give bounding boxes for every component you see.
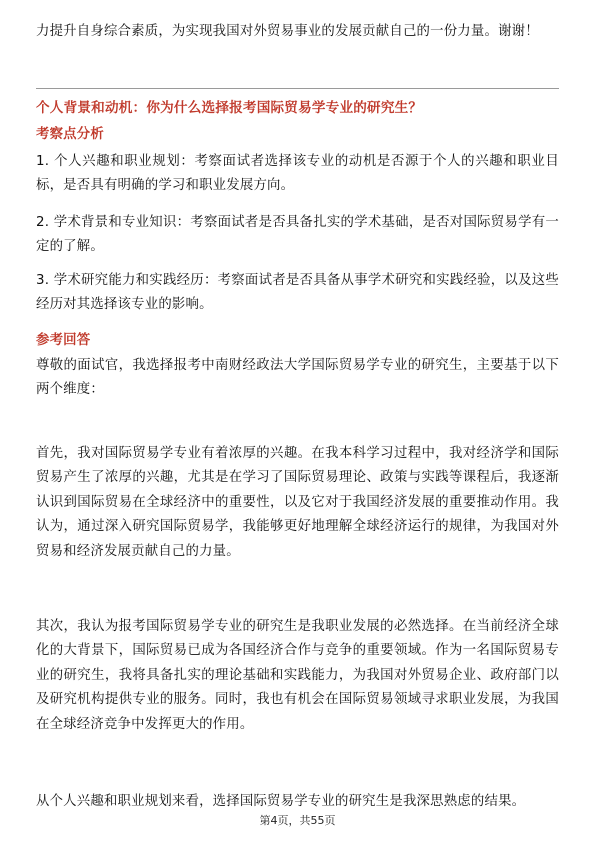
answer-paragraph-3: 其次，我认为报考国际贸易学专业的研究生是我职业发展的必然选择。在当前经济全球化的大背景下，国际贸易已成为各国经济合作与竞争的重要领域。作为一名国际贸易专业的研究生，我将具备扎实的理论基础和实践能力，为我国对外贸易企业、政府部门以及研究机构提供专业的服务。同时，我也有机会在国际贸易领域寻求职业发展，为我国在全球经济竞争中发挥更大的作用。: [36, 619, 559, 732]
answer-paragraph-4: 从个人兴趣和职业规划来看，选择国际贸易学专业的研究生是我深思熟虑的结果。: [36, 794, 526, 809]
section-divider: [36, 88, 559, 89]
question-title: 个人背景和动机：你为什么选择报考国际贸易学专业的研究生？: [36, 100, 423, 116]
page-number-footer: 第4页，共55页: [259, 814, 336, 827]
analysis-label: 考察点分析: [36, 127, 104, 142]
analysis-point-2: 2. 学术背景和专业知识：考察面试者是否具备扎实的学术基础，是否对国际贸易学有一定的了解。: [36, 215, 559, 255]
intro-tail-paragraph: 力提升自身综合素质，为实现我国对外贸易事业的发展贡献自己的一份力量。谢谢！: [36, 24, 539, 39]
analysis-point-1: 1. 个人兴趣和职业规划：考察面试者选择该专业的动机是否源于个人的兴趣和职业目标，是否具有明确的学习和职业发展方向。: [36, 154, 559, 194]
answer-paragraph-2: 首先，我对国际贸易学专业有着浓厚的兴趣。在我本科学习过程中，我对经济学和国际贸易产生了浓厚的兴趣，尤其是在学习了国际贸易理论、政策与实践等课程后，我逐渐认识到国际贸易在全球经济中的重要性，以及它对于我国经济发展的重要推动作用。我认为，通过深入研究国际贸易学，我能够更好地理解全球经济运行的规律，为我国对外贸易和经济发展贡献自己的力量。: [36, 446, 559, 559]
answer-label: 参考回答: [36, 333, 91, 348]
analysis-point-3: 3. 学术研究能力和实践经历：考察面试者是否具备从事学术研究和实践经验，以及这些经历对其选择该专业的影响。: [36, 273, 559, 313]
answer-paragraph-1: 尊敬的面试官，我选择报考中南财经政法大学国际贸易学专业的研究生，主要基于以下两个维度：: [36, 358, 559, 398]
